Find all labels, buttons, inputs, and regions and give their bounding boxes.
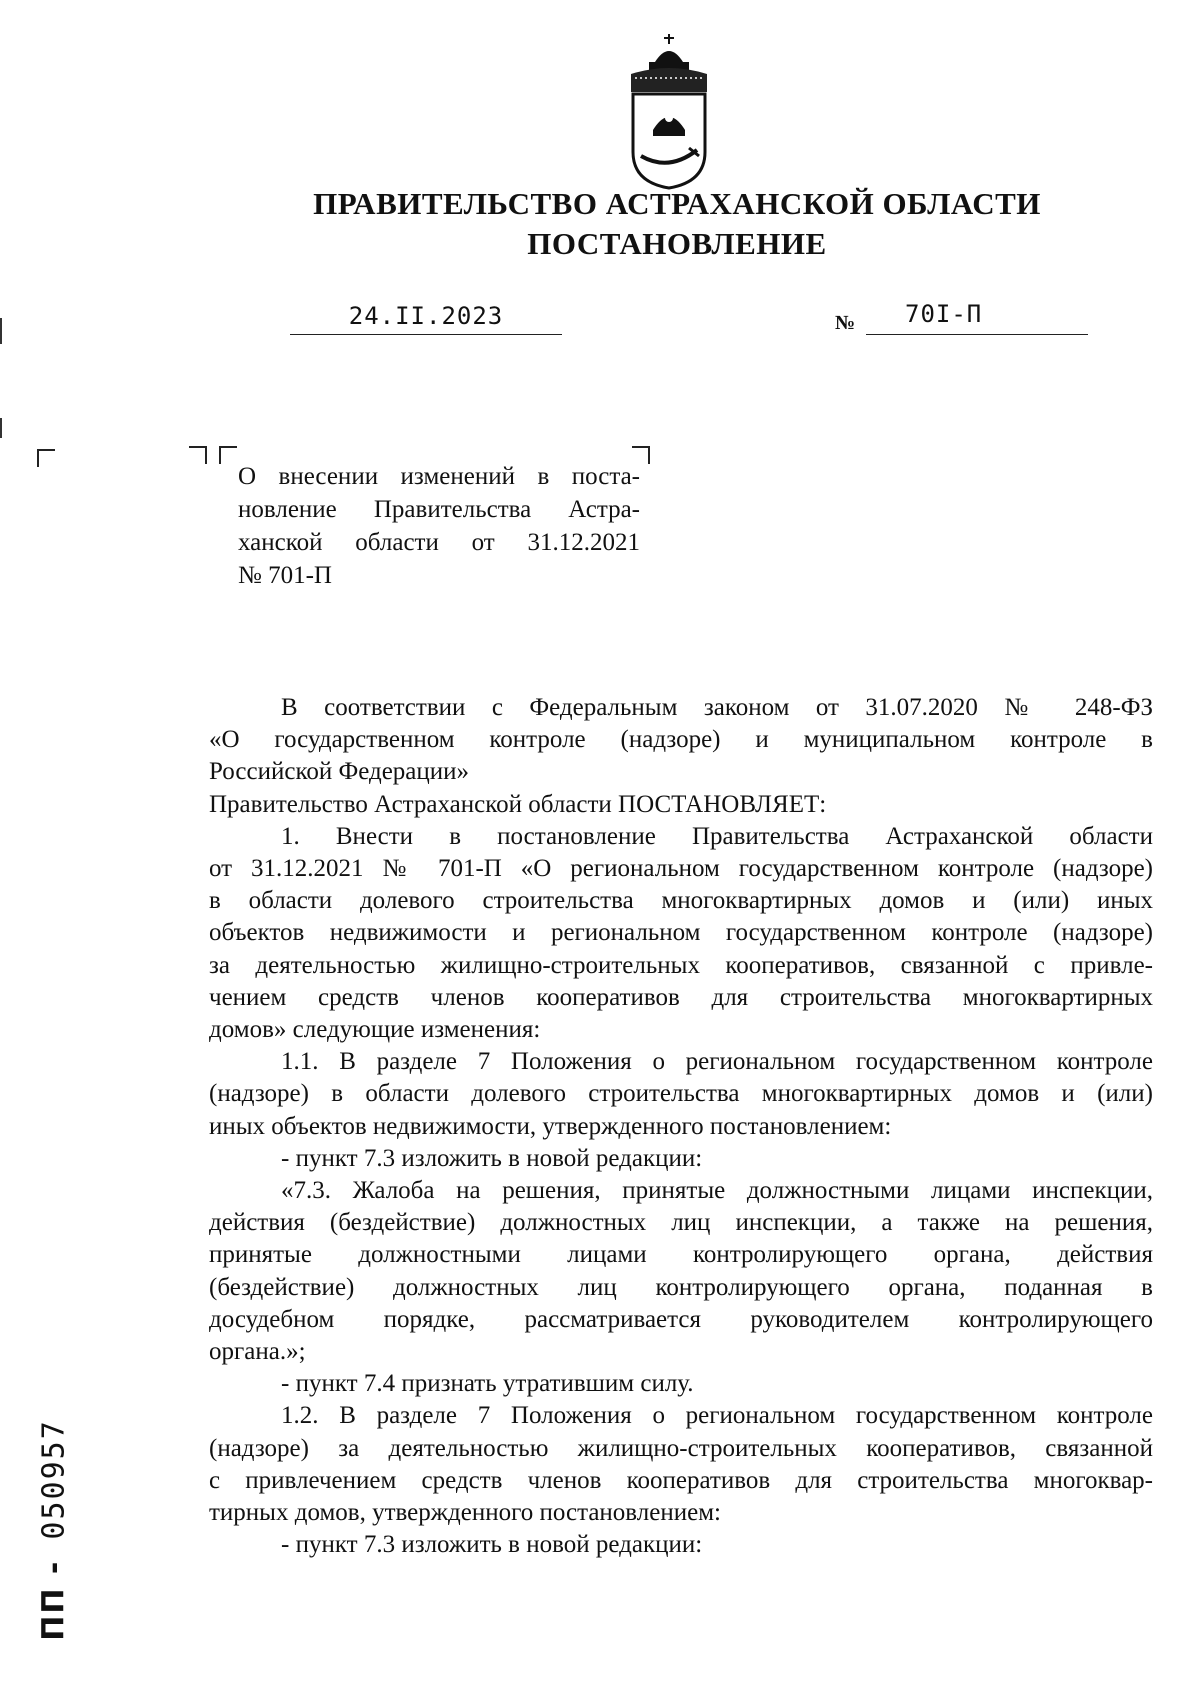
serial-prefix: ПП - (36, 1559, 72, 1641)
body-line: Правительство Астраханской области ПОСТАНОВЛЯЕТ: (209, 790, 827, 818)
body-line: В соответствии с Федеральным законом от 31.07.2020 № 248-ФЗ (281, 694, 1153, 721)
body-line: от 31.12.2021 № 701-П «О региональном государственном контроле (надзоре) (209, 855, 1153, 883)
body-line: домов» следующие изменения: (209, 1016, 541, 1044)
body-line: с привлечением средств членов кооперативов для строительства многоквар- (209, 1466, 1153, 1494)
decree-subject (238, 460, 640, 592)
body-line: досудебном порядке, рассматривается руководителем контролирующего (209, 1305, 1153, 1333)
date-underline (290, 334, 562, 335)
government-title: ПРАВИТЕЛЬСТВО АСТРАХАНСКОЙ ОБЛАСТИ (313, 186, 1041, 221)
body-line: действия (бездействие) должностных лиц инспекции, а также на решения, (209, 1209, 1153, 1237)
subject-bracket-corner (189, 446, 207, 464)
body-line: за деятельностью жилищно-строительных кооперативов, связанной с привле- (209, 951, 1153, 979)
body-line: - пункт 7.3 изложить в новой редакции: (281, 1144, 703, 1172)
number-underline (866, 334, 1088, 335)
body-line: иных объектов недвижимости, утвержденного постановлением: (209, 1112, 892, 1140)
body-line: 1.1. В разделе 7 Положения о региональном государственном контроле (281, 1048, 1153, 1076)
body-line: Российской Федерации» (209, 758, 470, 786)
body-line: объектов недвижимости и региональном государственном контроле (надзоре) (209, 919, 1153, 947)
body-line: 1. Внести в постановление Правительства Астраханской области (281, 822, 1153, 850)
body-line: (надзоре) в области долевого строительства многоквартирных домов и (или) (209, 1080, 1153, 1108)
body-line: - пункт 7.4 признать утратившим силу. (281, 1370, 694, 1398)
body-line: «7.3. Жалоба на решения, принятые должностными лицами инспекции, (281, 1177, 1153, 1205)
subject-line: новление Правительства Астра- (238, 496, 640, 523)
body-line: органа.»; (209, 1338, 306, 1366)
decree-body (209, 692, 1153, 1561)
body-line: 1.2. В разделе 7 Положения о региональном государственном контроле (281, 1402, 1153, 1430)
scan-mark (0, 318, 2, 344)
form-serial-number (24, 1385, 84, 1675)
scan-mark (0, 418, 2, 438)
body-line: принятые должностными лицами контролирующего органа, действия (209, 1241, 1153, 1269)
document-type-title: ПОСТАНОВЛЕНИЕ (527, 226, 827, 261)
subject-line: ханской области от 31.12.2021 (238, 529, 640, 556)
number-sign: № (835, 312, 856, 334)
subject-line: № 701-П (238, 562, 332, 589)
decree-date: 24.II.2023 (348, 302, 504, 330)
body-line: - пункт 7.3 изложить в новой редакции: (281, 1531, 703, 1559)
serial-digits: 050957 (36, 1419, 72, 1540)
left-margin-corner-mark (37, 449, 55, 467)
coat-of-arms-icon (625, 32, 713, 192)
body-line: «О государственном контроле (надзоре) и муниципальном контроле в (209, 726, 1153, 754)
body-line: (надзоре) за деятельностью жилищно-строительных кооперативов, связанной (209, 1434, 1153, 1462)
body-line: в области долевого строительства многоквартирных домов и (или) иных (209, 887, 1153, 915)
body-line: чением средств членов кооперативов для строительства многоквартирных (209, 983, 1153, 1011)
body-line: тирных домов, утвержденного постановлением: (209, 1499, 721, 1527)
decree-number: 70I-П (905, 300, 983, 328)
subject-line: О внесении изменений в поста- (238, 463, 640, 490)
subject-bracket-corner (219, 446, 237, 464)
body-line: (бездействие) должностных лиц контролирующего органа, поданная в (209, 1273, 1153, 1301)
